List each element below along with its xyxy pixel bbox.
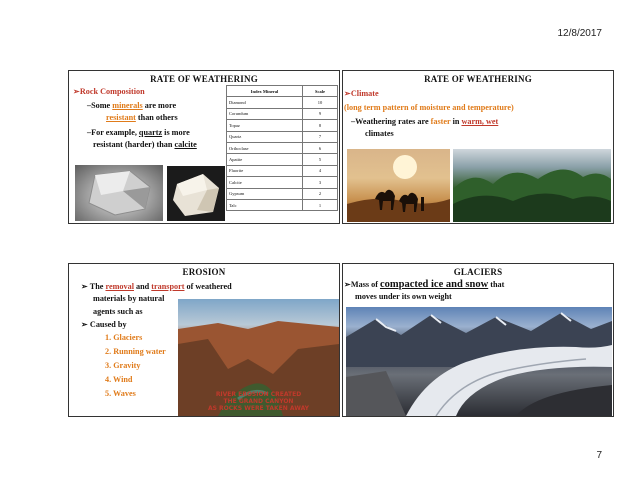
- quartz-image: [75, 165, 163, 221]
- slide-erosion: [68, 263, 340, 417]
- page-date: 12/8/2017: [557, 28, 602, 39]
- grand-canyon-image: [178, 299, 339, 416]
- slide-rock-composition: [68, 70, 340, 224]
- erosion-definition-line1: ➢ The removal and transport of weathered: [81, 282, 232, 291]
- mohs-hardness-table: [226, 85, 338, 211]
- glacier-definition-line1: ➢Mass of compacted ice and snow that: [344, 279, 505, 290]
- table-row: Diamond 10: [227, 97, 338, 108]
- erosion-definition-line3: agents such as: [93, 307, 143, 316]
- resistant-line: resistant than others: [106, 113, 178, 122]
- table-row: Orthoclase 6: [227, 142, 338, 153]
- canyon-caption: RIVER EROSION CREATED THE GRAND CANYON AS ROCKS WERE TAKEN AWAY: [207, 391, 310, 412]
- slide-title: RATE OF WEATHERING: [424, 74, 532, 84]
- agent-list-item: 4. Wind: [105, 375, 133, 384]
- weathering-rates-line: –Weathering rates are faster in warm, wet: [351, 117, 499, 126]
- glacier-image: [346, 307, 612, 416]
- arrow-bullet-icon: ➢: [344, 280, 351, 289]
- glacier-definition-line2: moves under its own weight: [355, 292, 452, 301]
- table-row: Gypsum 2: [227, 188, 338, 199]
- table-row: Apatite 5: [227, 154, 338, 165]
- agent-list-item: 5. Waves: [105, 389, 136, 398]
- table-row: Topaz 8: [227, 120, 338, 131]
- arrow-bullet-icon: ➢: [81, 282, 88, 291]
- table-row: Talc 1: [227, 199, 338, 210]
- table-row: Calcite 3: [227, 177, 338, 188]
- table-header: Index Mineral: [227, 86, 303, 97]
- agent-list-item: 3. Gravity: [105, 361, 141, 370]
- desert-camels-image: [347, 149, 450, 222]
- quartz-line: –For example, quartz is more: [87, 128, 190, 137]
- slide-climate: [342, 70, 614, 224]
- bullet-climate: ➢Climate: [344, 89, 379, 98]
- erosion-definition-line2: materials by natural: [93, 294, 165, 303]
- bullet-rock-composition: ➢Rock Composition: [73, 87, 145, 96]
- slide-title: RATE OF WEATHERING: [150, 74, 258, 84]
- table-row: Quartz 7: [227, 131, 338, 142]
- table-row: Corundum 9: [227, 108, 338, 119]
- calcite-line: resistant (harder) than calcite: [93, 140, 197, 149]
- climates-line: climates: [365, 129, 394, 138]
- rainforest-image: [453, 149, 611, 222]
- table-header: Scale: [303, 86, 338, 97]
- arrow-bullet-icon: ➢: [81, 320, 88, 329]
- arrow-bullet-icon: ➢: [344, 89, 351, 98]
- minerals-line: –Some minerals are more: [87, 101, 177, 110]
- calcite-image: [167, 166, 225, 221]
- agent-list-item: 2. Running water: [105, 347, 166, 356]
- table-header-row: [227, 86, 338, 97]
- arrow-bullet-icon: ➢: [73, 87, 80, 96]
- agent-list-item: 1. Glaciers: [105, 333, 143, 342]
- slide-title: EROSION: [182, 267, 226, 277]
- table-row: Fluorite 4: [227, 165, 338, 176]
- slide-title: GLACIERS: [453, 267, 503, 277]
- page-number: 7: [596, 450, 602, 461]
- climate-definition: (long term pattern of moisture and temperature): [344, 103, 514, 112]
- caused-by-heading: ➢ Caused by: [81, 320, 127, 329]
- slide-glaciers: [342, 263, 614, 417]
